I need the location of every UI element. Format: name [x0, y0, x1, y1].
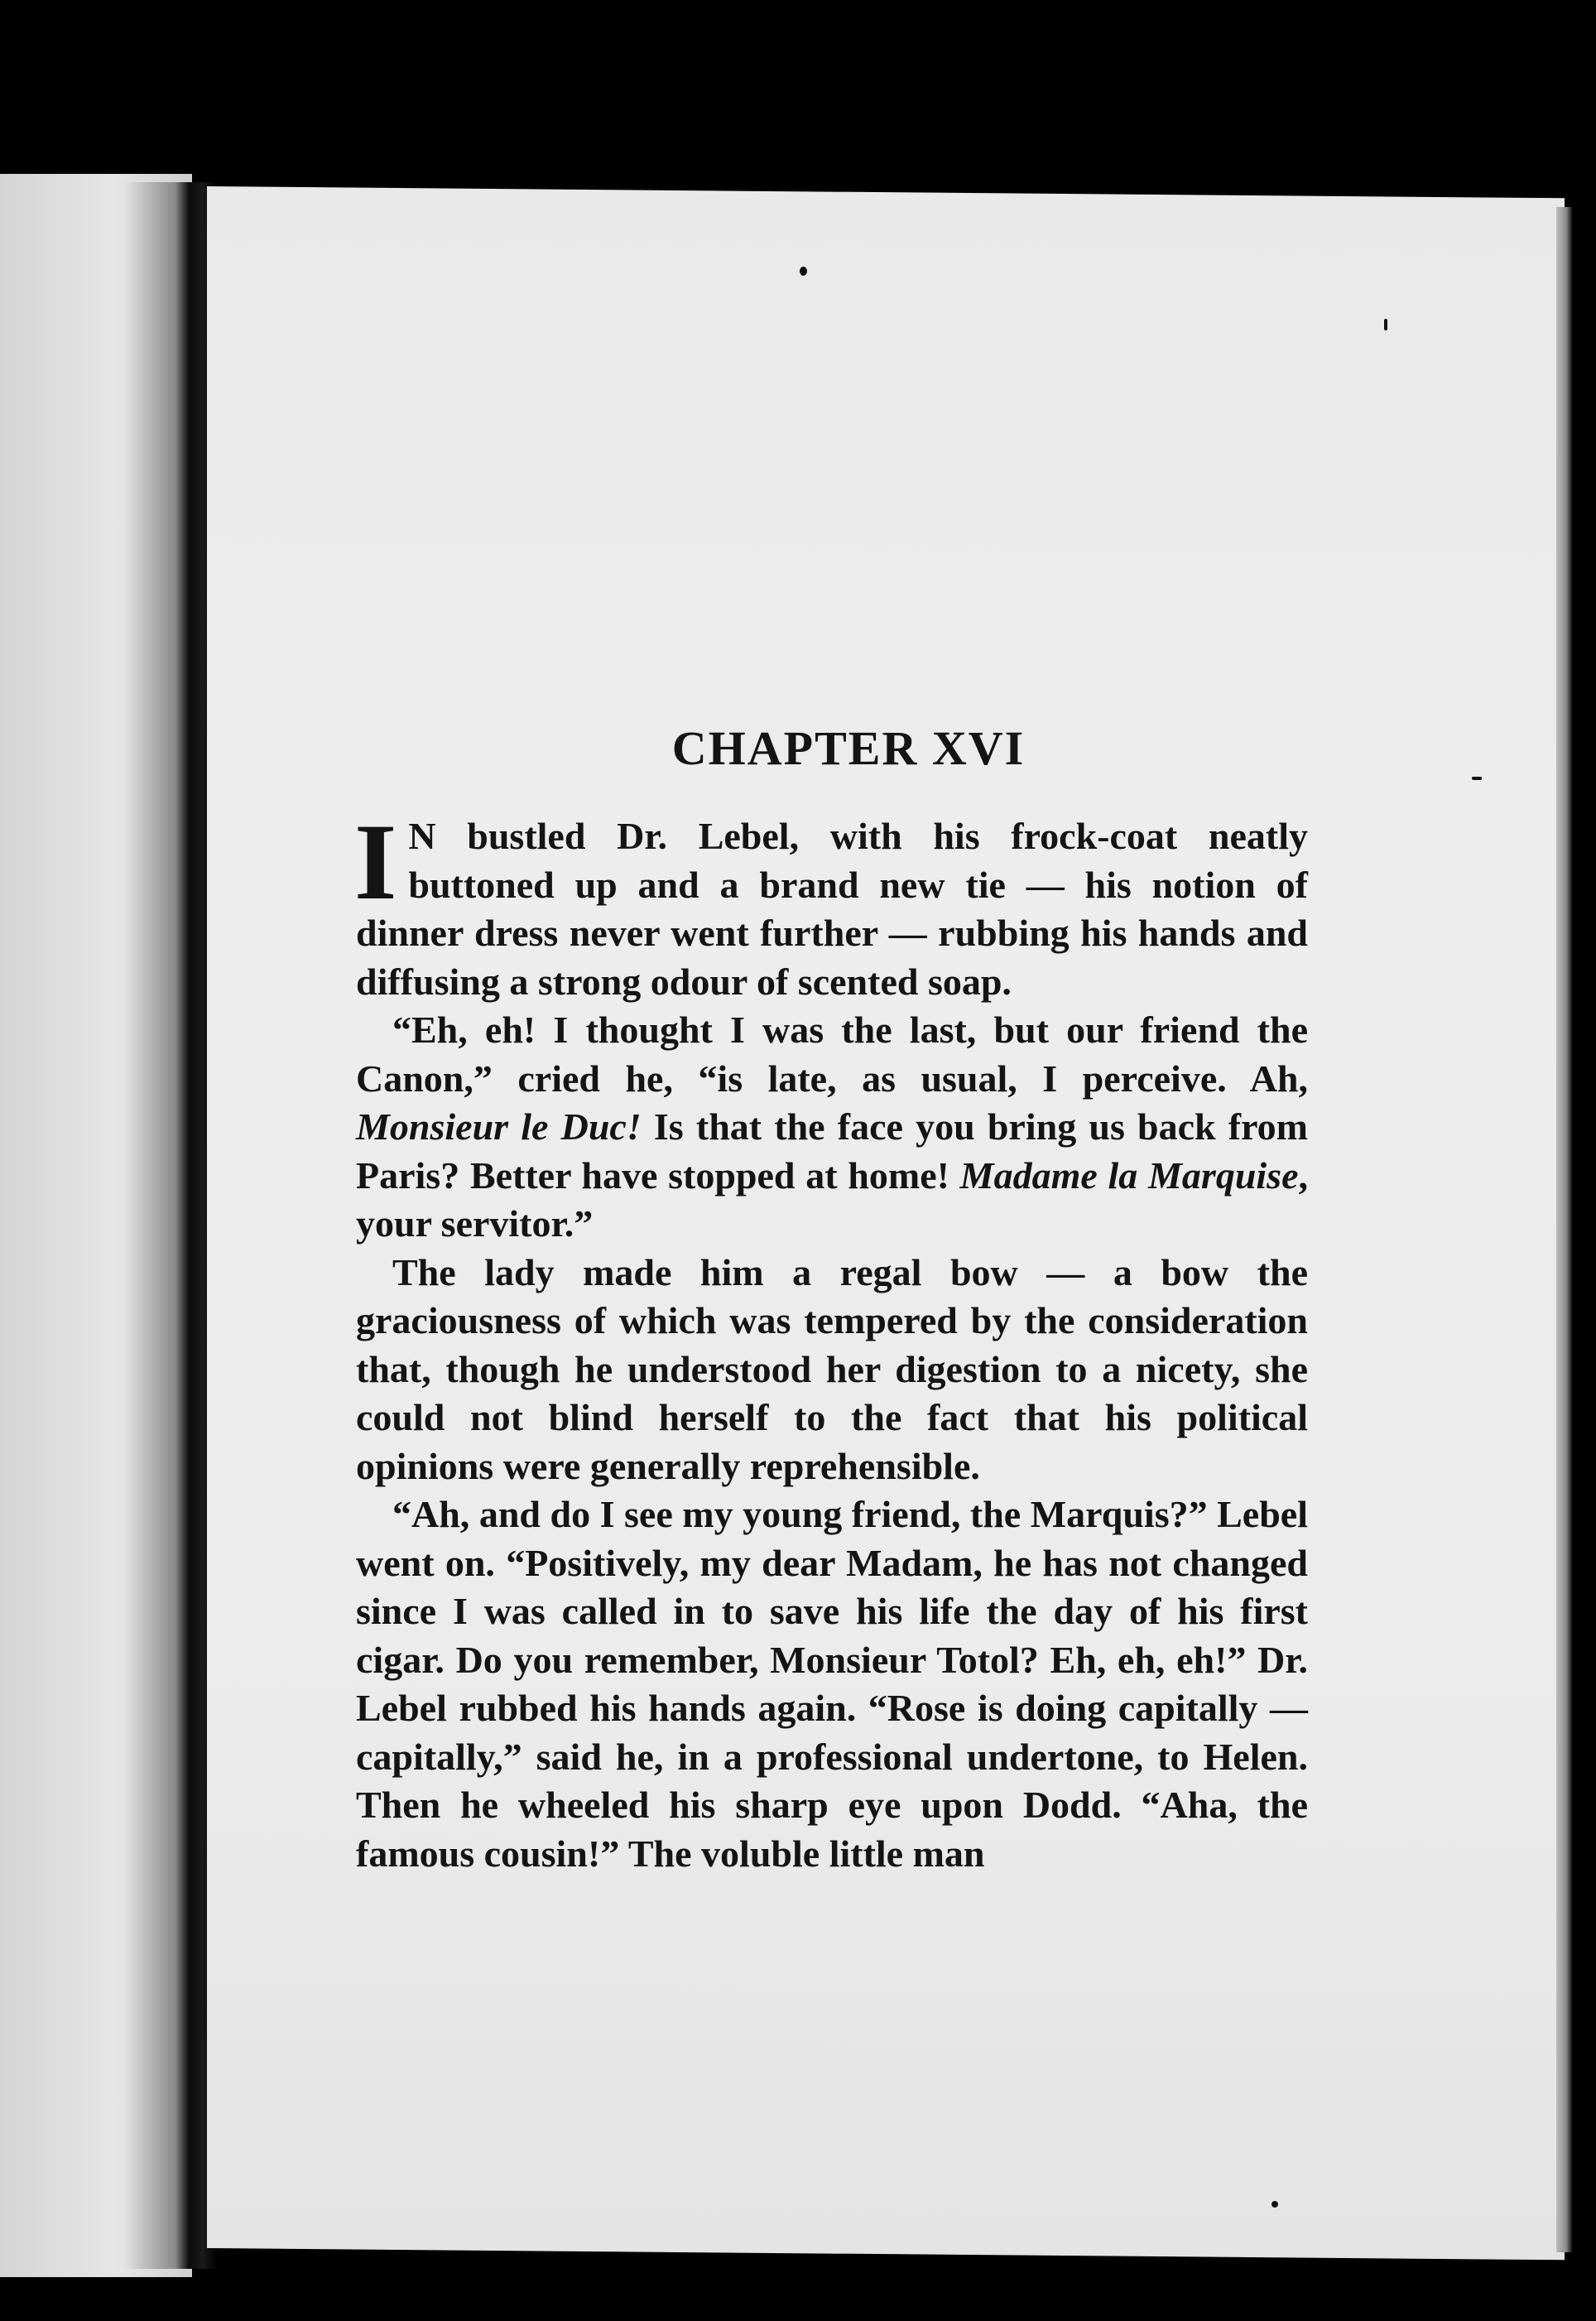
paragraph-2-text-c: Is that the face you bring us back from Paris? Better have stopped at home! — [356, 1105, 1308, 1197]
paragraph-1-text: N bustled Dr. Lebel, with his frock-coat neatly buttoned up and a brand new tie — his notion of dinner dress never went further — rubbing his hands and diffusing a strong odour of scented soap. — [356, 815, 1308, 1003]
paragraph-3: The lady made him a regal bow — a bow the graciousness of which was tempered by the consideration that, though he understood her digestion to a nicety, she could not blind herself to the fact that his political opinions were generally reprehensible. — [356, 1250, 1308, 1487]
paragraph-4: “Ah, and do I see my young friend, the Marquis?” Lebel went on. “Positively, my dear Madam, he has not changed since I was called in to save his life the day of his first cigar. Do you remember, Monsieur Totol? Eh, eh, eh!” Dr. Lebel rubbed his hands again. “Rose is doing capitally — capitally,” said he, in a professional undertone, to Helen. Then he wheeled his sharp eye upon Dodd. “Aha, the famous cousin!” The voluble little man — [356, 1493, 1308, 1875]
page-right-edge — [1556, 207, 1573, 2252]
paragraph-2-text-e: , your servitor.” — [356, 1153, 1308, 1245]
drop-cap: I — [354, 801, 397, 922]
book-gutter-shadow — [124, 182, 217, 2269]
paragraph-2-italic-marquise: Madame la Marquise — [959, 1153, 1299, 1197]
print-speck — [1384, 319, 1387, 330]
print-speck — [1472, 777, 1482, 780]
page-text — [356, 720, 1308, 1878]
chapter-heading: CHAPTER XVI — [671, 721, 1026, 775]
print-speck — [1272, 2201, 1278, 2208]
paragraph-2-italic-duc: Monsieur le Duc! — [356, 1105, 642, 1148]
paragraph-2 — [356, 1006, 1308, 1249]
paragraph-2-text-a: “Eh, eh! I thought I was the last, but our friend the Canon,” cried he, “is late, as usual, I perceive. Ah, — [356, 1009, 1308, 1100]
paragraph-1 — [354, 801, 1308, 1006]
print-speck — [800, 267, 807, 276]
